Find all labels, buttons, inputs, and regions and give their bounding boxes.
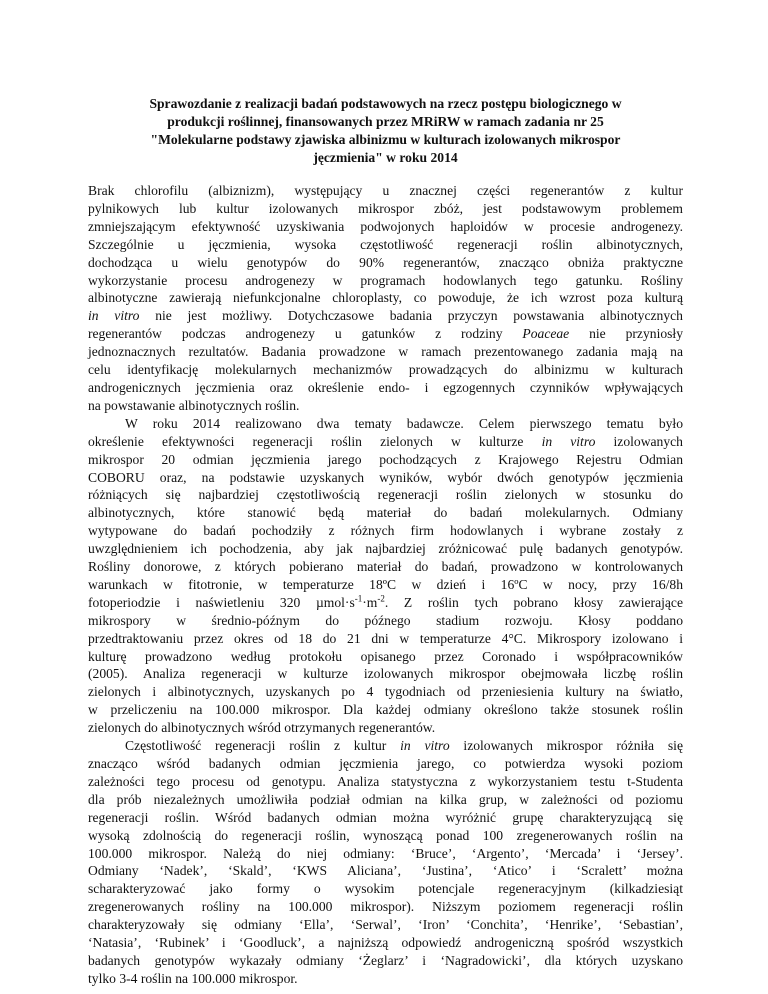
text-line: regeneracji roślin. Wśród badanych odmian można wyróżnić grupę charakteryzującą się <box>88 809 683 825</box>
text-line: Rośliny donorowe, z których pobierano materiał do badań, prowadzono w kontrolowanych <box>88 559 683 575</box>
text-line: znacząco wśród badanych odmian jęczmienia jarego, co potwierdza wysoki poziom <box>88 756 683 771</box>
title-line: Sprawozdanie z realizacji badań podstawowych na rzecz postępu biologicznego w <box>149 96 622 111</box>
text-line: na powstawanie albinotycznych roślin. <box>88 397 300 413</box>
text-line: ‘Natasia’, ‘Rubinek’ i ‘Goodluck’, a najniższą odpowiedź androgeniczną spośród wszystkich <box>88 935 683 951</box>
text-line: Brak chlorofilu (albiznizm), występujący u znacznej części regenerantów z kultur <box>88 183 683 198</box>
document-page <box>88 95 683 988</box>
text-line: mikrospory w średnio-późnym do późnego stadium rozwoju. Kłosy poddano <box>88 612 683 628</box>
text-line: androgenicznych jęczmienia oraz określenie endo- i egzogennych czynników wpływających <box>88 379 683 395</box>
text-line: dochodząca u wielu genotypów do 90% regenerantów, znacząco obniża praktyczne <box>88 254 683 270</box>
text-line: COBORU oraz, na podstawie uzyskanych wyników, wybór dwóch genotypów jęczmienia <box>88 469 683 485</box>
text-line: warunkach w fitotronie, w temperaturze 18ºC w dzień i 16ºC w nocy, przy 16/8h <box>88 576 683 592</box>
text-line: Szczególnie u jęczmienia, wysoka częstotliwość regeneracji roślin albinotycznych, <box>88 236 683 252</box>
document-title <box>106 95 665 167</box>
text-line: uwzględnieniem ich pochodzenia, aby jak najbardziej zróżnicować pulę badanych genotypów. <box>88 541 683 557</box>
text-line: in vitro nie jest możliwy. Dotychczasowe badania przyczyn powstawania albinotycznych <box>88 308 683 324</box>
text-line: celu identyfikację molekularnych mechanizmów prowadzących do albinizmu w kulturach <box>88 362 683 378</box>
text-line: dla prób niezależnych umożliwiła podział odmian na kilka grup, w zależności od poziomu <box>88 791 683 807</box>
text-line: charakteryzowały się odmiany ‘Ella’, ‘Serwal’, ‘Iron’ ‘Conchita’, ‘Henrike’, ‘Sebastian’, <box>88 917 683 933</box>
paragraph-methods <box>88 415 683 737</box>
title-line: "Molekularne podstawy zjawiska albinizmu w kulturach izolowanych mikrospor <box>150 132 621 147</box>
text-line: różniących się najbardziej częstotliwością regeneracji roślin zielonych w stosunku do <box>88 487 683 503</box>
text-line: określenie efektywności regeneracji roślin zielonych w kulturze in vitro izolowanych <box>88 433 683 449</box>
text-line: zielonych i albinotycznych, uzyskanych po 4 tygodniach od przeniesienia kultury na światło, <box>88 684 683 700</box>
text-line: w przeliczeniu na 100.000 mikrospor. Dla każdej odmiany określono także stosunek roślin <box>88 702 683 718</box>
title-line: jęczmienia" w roku 2014 <box>313 150 458 165</box>
text-line: wytypowane do badań pochodziły z różnych firm hodowlanych i wybrane zostały z <box>88 523 683 539</box>
text-line: przedtraktowaniu przez okres od 18 do 21 dni w temperaturze 4°C. Mikrospory izolowano i <box>88 630 683 646</box>
text-line: zielonych do albinotycznych wśród otrzymanych regenerantów. <box>88 720 436 736</box>
title-line: produkcji roślinnej, finansowanych przez MRiRW w ramach zadania nr 25 <box>167 114 604 129</box>
text-line: zregenerowanych rośliny na 100.000 mikrospor). Niższym poziomem regeneracji roślin <box>88 899 683 915</box>
text-line: wykorzystanie procesu androgenezy w programach hodowlanych tego gatunku. Rośliny <box>88 272 683 288</box>
paragraph-results <box>88 737 683 988</box>
text-line: regenerantów podczas androgenezy u gatunków z rodziny Poaceae nie przyniosły <box>88 326 684 342</box>
text-line: fotoperiodzie i naświetleniu 320 $\mu mol\cdot s^{-1}\cdot m^{-2}$. Z roślin tych pobrano kłosy zawierające <box>88 593 683 610</box>
text-line: (2005). Analiza regeneracji w kulturze izolowanych mikrospor obejmowała liczbę roślin <box>88 666 683 682</box>
text-line: badanych genotypów wykazały odmiany ‘Żeglarz’ i ‘Nagradowicki’, dla których uzyskano <box>88 952 683 968</box>
text-line: albinotyczne zawierają niefunkcjonalne chloroplasty, co powoduje, że ich wzrost poza kulturą <box>88 290 683 306</box>
text-line: albinotycznych, które stanowić będą materiał do badań molekularnych. Odmiany <box>88 505 683 521</box>
text-line: zmniejszającym efektywność uzyskiwania podwojonych haploidów w procesie androgenezy. <box>88 218 683 234</box>
text-line: scharakteryzować jako formy o wysokim potencjale regeneracyjnym (kilkadziesiąt <box>88 881 683 897</box>
text-line: tylko 3-4 roślin na 100.000 mikrospor. <box>88 970 298 986</box>
text-line: kulturę prowadzono według protokołu opisanego przez Coronado i współpracowników <box>88 648 683 664</box>
text-line: jednoznacznych rezultatów. Badania prowadzone w ramach prezentowanego zadania mają na <box>88 344 683 360</box>
text-line: zależności tego procesu od genotypu. Analiza statystyczna z wykorzystaniem testu t-Studenta <box>88 773 683 789</box>
text-line: W roku 2014 realizowano dwa tematy badawcze. Celem pierwszego tematu było <box>125 415 683 431</box>
text-line: wysoką zdolnością do regeneracji roślin, wynoszącą ponad 100 zregenerowanych roślin na <box>88 827 683 843</box>
text-line: 100.000 mikrospor. Należą do niej odmiany: ‘Bruce’, ‘Argento’, ‘Mercada’ i ‘Jersey’. <box>88 845 683 861</box>
text-line: Odmiany ‘Nadek’, ‘Skald’, ‘KWS Aliciana’, ‘Justina’, ‘Atico’ i ‘Scralett’ można <box>88 863 683 879</box>
text-line: pylnikowych lub kultur izolowanych mikrospor zbóż, jest podstawowym problemem <box>88 200 683 216</box>
paragraph-intro <box>88 182 683 415</box>
text-line: mikrospor 20 odmian jęczmienia jarego pochodzących z Krajowego Rejestru Odmian <box>88 451 683 467</box>
text-line: Częstotliwość regeneracji roślin z kultur in vitro izolowanych mikrospor różniła się <box>125 738 683 754</box>
